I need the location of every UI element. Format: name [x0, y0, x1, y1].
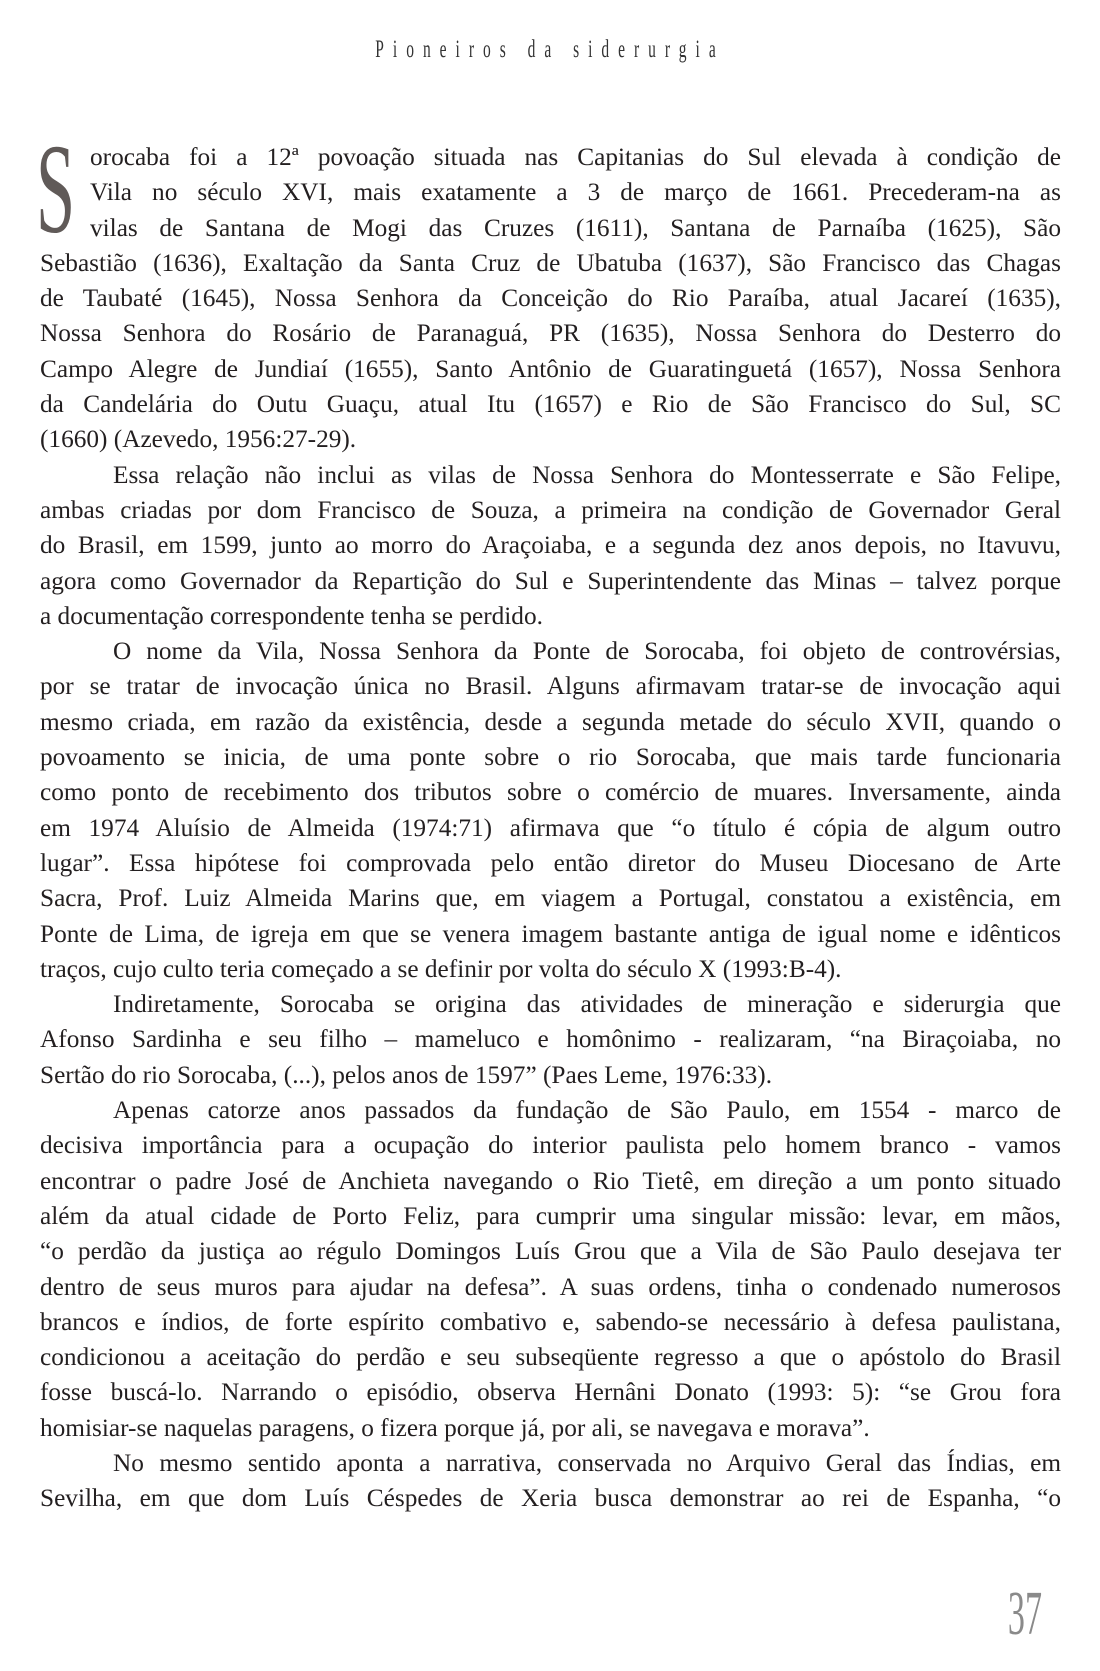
text-line: lugar”. Essa hipótese foi comprovada pelo então diretor do Museu Diocesano de Arte [40, 848, 1061, 877]
page-number: 37 [1007, 1580, 1042, 1648]
text-line: como ponto de recebimento dos tributos sobre o comércio de muares. Inversamente, ainda [40, 778, 1061, 807]
paragraph [40, 140, 1061, 458]
text-line: em 1974 Aluísio de Almeida (1974:71) afirmava que “o título é cópia de algum outro [40, 813, 1061, 842]
text-line: ambas criadas por dom Francisco de Souza, a primeira na condição de Governador Geral [40, 495, 1061, 524]
text-line: “o perdão da justiça ao régulo Domingos Luís Grou que a Vila de São Paulo desejava ter [40, 1237, 1061, 1266]
text-line: Campo Alegre de Jundiaí (1655), Santo Antônio de Guaratinguetá (1657), Nossa Senhora [40, 354, 1061, 383]
text-line: homisiar-se naquelas paragens, o fizera porque já, por ali, se navegava e morava”. [40, 1413, 870, 1442]
text-line: Ponte de Lima, de igreja em que se venera imagem bastante antiga de igual nome e idênticos [40, 919, 1061, 948]
text-line: Vila no século XVI, mais exatamente a 3 de março de 1661. Precederam-na as [90, 178, 1061, 207]
paragraph [40, 634, 1061, 987]
text-line: brancos e índios, de forte espírito combativo e, sabendo-se necessário à defesa paulistana, [40, 1307, 1061, 1336]
text-line: além da atual cidade de Porto Feliz, para cumprir uma singular missão: levar, em mãos, [40, 1201, 1061, 1230]
text-line: Sertão do rio Sorocaba, (...), pelos anos de 1597” (Paes Leme, 1976:33). [40, 1060, 773, 1089]
text-line: povoamento se inicia, de uma ponte sobre o rio Sorocaba, que mais tarde funcionaria [40, 743, 1061, 772]
running-header: Pioneiros da siderurgia [375, 36, 725, 63]
paragraph [40, 458, 1061, 634]
drop-cap: S [36, 118, 76, 260]
text-line: condicionou a aceitação do perdão e seu subseqüente regresso a que o apóstolo do Brasil [40, 1343, 1061, 1372]
paragraph [40, 1446, 1061, 1517]
text-line: a documentação correspondente tenha se perdido. [40, 601, 543, 630]
text-line: mesmo criada, em razão da existência, desde a segunda metade do século XVII, quando o [40, 707, 1061, 736]
text-line: do Brasil, em 1599, junto ao morro do Araçoiaba, e a segunda dez anos depois, no Itavuvu, [40, 531, 1061, 560]
text-line: agora como Governador da Repartição do Sul e Superintendente das Minas – talvez porque [40, 566, 1061, 595]
text-line: Sebastião (1636), Exaltação da Santa Cruz de Ubatuba (1637), São Francisco das Chagas [40, 248, 1061, 277]
text-line: orocaba foi a 12ª povoação situada nas Capitanias do Sul elevada à condição de [90, 143, 1061, 171]
body-text [40, 140, 1061, 1517]
text-line: Sacra, Prof. Luiz Almeida Marins que, em viagem a Portugal, constatou a existência, em [40, 884, 1061, 913]
text-line: traços, cujo culto teria começado a se definir por volta do século X (1993:B-4). [40, 954, 842, 983]
text-line: Essa relação não inclui as vilas de Nossa Senhora do Montesserrate e São Felipe, [113, 460, 1061, 489]
text-line: decisiva importância para a ocupação do interior paulista pelo homem branco - vamos [40, 1131, 1061, 1160]
text-line: vilas de Santana de Mogi das Cruzes (1611), Santana de Parnaíba (1625), São [90, 213, 1061, 242]
text-line: Apenas catorze anos passados da fundação de São Paulo, em 1554 - marco de [113, 1096, 1061, 1125]
text-line: No mesmo sentido aponta a narrativa, conservada no Arquivo Geral das Índias, em [113, 1448, 1061, 1477]
text-line: da Candelária do Outu Guaçu, atual Itu (1657) e Rio de São Francisco do Sul, SC [40, 390, 1061, 419]
text-line: Afonso Sardinha e seu filho – mameluco e homônimo - realizaram, “na Biraçoiaba, no [40, 1025, 1061, 1054]
text-line: fosse buscá-lo. Narrando o episódio, observa Hernâni Donato (1993: 5): “se Grou fora [40, 1378, 1061, 1407]
text-line: Sevilha, em que dom Luís Céspedes de Xeria busca demonstrar ao rei de Espanha, “o [40, 1484, 1061, 1513]
text-line: dentro de seus muros para ajudar na defesa”. A suas ordens, tinha o condenado numerosos [40, 1272, 1061, 1301]
paragraph [40, 1093, 1061, 1446]
text-line: O nome da Vila, Nossa Senhora da Ponte de Sorocaba, foi objeto de controvérsias, [113, 637, 1061, 666]
text-line: de Taubaté (1645), Nossa Senhora da Conceição do Rio Paraíba, atual Jacareí (1635), [40, 284, 1061, 313]
paragraph [40, 987, 1061, 1093]
text-line: por se tratar de invocação única no Brasil. Alguns afirmavam tratar-se de invocação aqui [40, 672, 1061, 701]
text-line: Indiretamente, Sorocaba se origina das atividades de mineração e siderurgia que [113, 990, 1061, 1019]
text-line: Nossa Senhora do Rosário de Paranaguá, PR (1635), Nossa Senhora do Desterro do [40, 319, 1061, 348]
text-line: encontrar o padre José de Anchieta navegando o Rio Tietê, em direção a um ponto situado [40, 1166, 1061, 1195]
text-line: (1660) (Azevedo, 1956:27-29). [40, 425, 357, 454]
